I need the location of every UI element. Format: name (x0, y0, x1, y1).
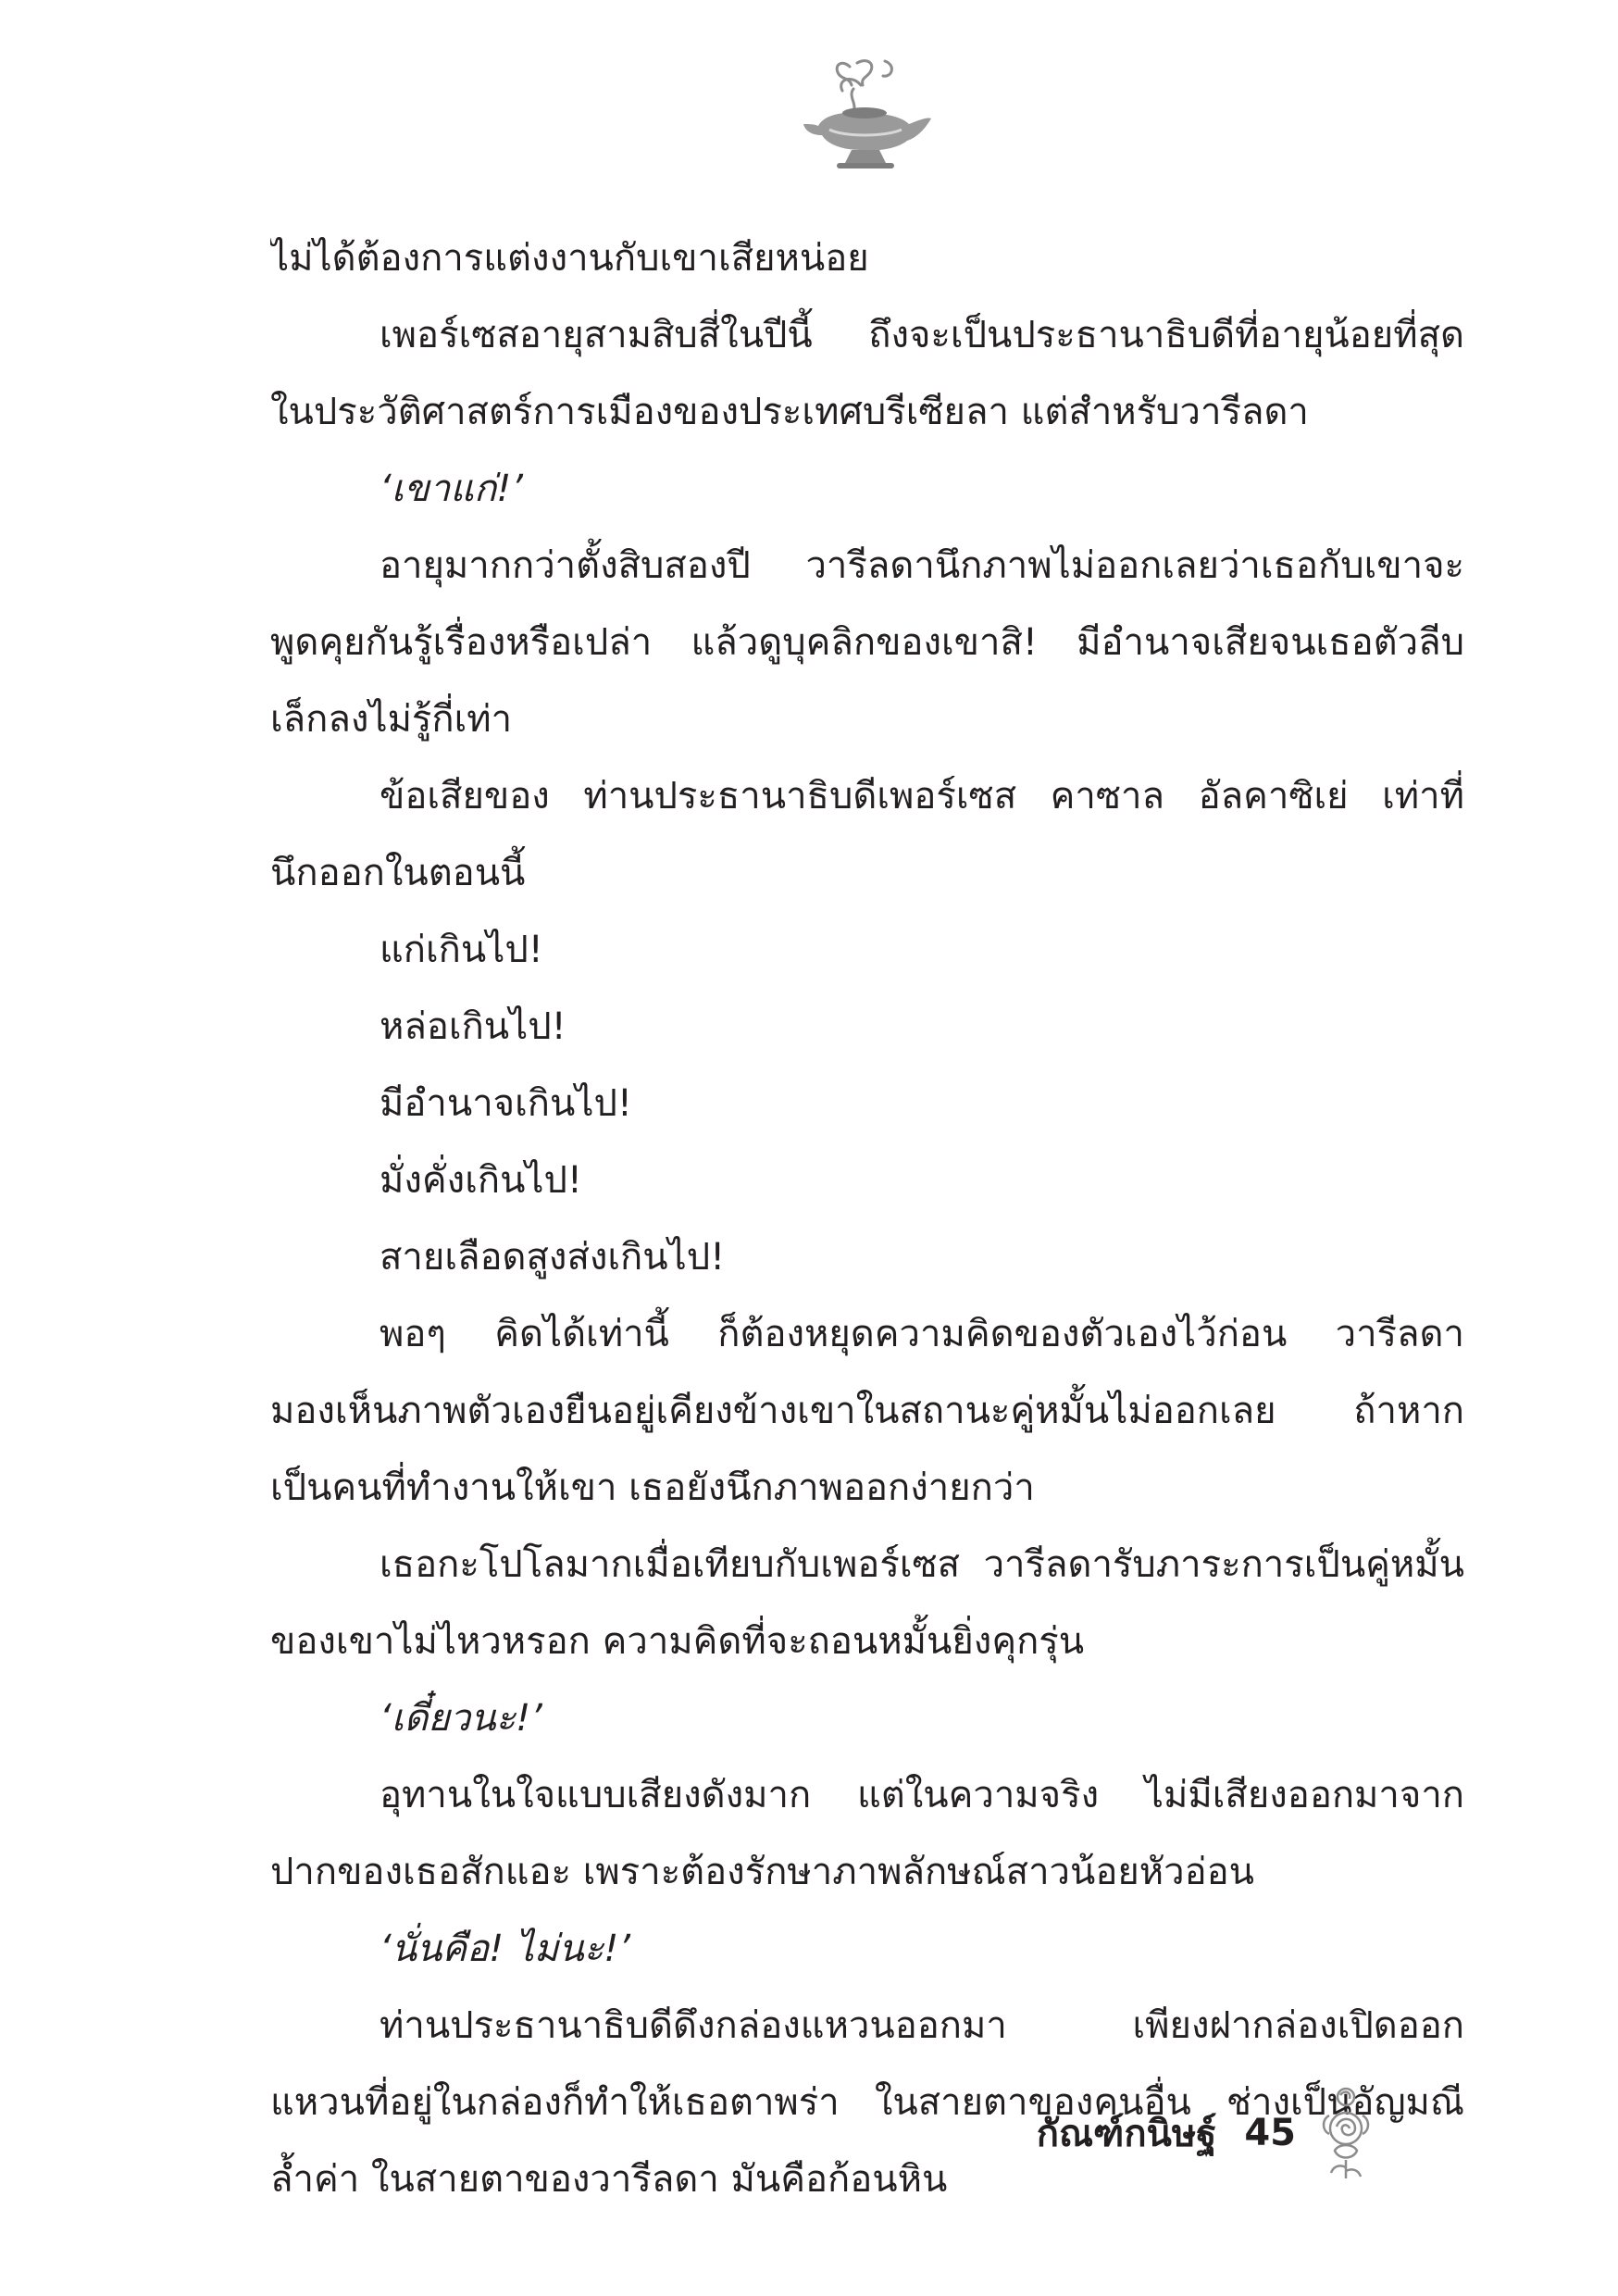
text-line: แก่เกินไป! (380, 929, 543, 971)
text-line: ‘เดี๋ยวนะ!’ (380, 1697, 542, 1740)
text-line: ‘เขาแก่!’ (380, 468, 523, 510)
body-text (270, 220, 1464, 2218)
text-line: มีอำนาจเกินไป! (380, 1082, 632, 1125)
text-line: ไม่ได้ต้องการแต่งงานกับเขาเสียหน่อย (270, 237, 869, 280)
page-number: 45 (1244, 2112, 1296, 2154)
rose-ornament-icon (1316, 2082, 1375, 2184)
text-line: ล้ำค่า ในสายตาของวารีลดา มันคือก้อนหิน (270, 2158, 948, 2201)
text-line: มองเห็นภาพตัวเองยืนอยู่เคียงข้างเขาในสถานะคู่หมั้นไม่ออกเลย ถ้าหาก (270, 1390, 1464, 1432)
text-line: พูดคุยกันรู้เรื่องหรือเปล่า แล้วดูบุคลิกของเขาสิ! มีอำนาจเสียจนเธอตัวลีบ (270, 621, 1464, 664)
text-line: ‘นั่นคือ! ไม่นะ!’ (380, 1928, 630, 1970)
text-line: สายเลือดสูงส่งเกินไป! (380, 1236, 726, 1279)
text-line: เพอร์เซสอายุสามสิบสี่ในปีนี้ ถึงจะเป็นประธานาธิบดีที่อายุน้อยที่สุด (380, 314, 1464, 356)
genie-lamp-icon (796, 57, 935, 170)
text-line: หล่อเกินไป! (380, 1005, 566, 1048)
text-line: ข้อเสียของ ท่านประธานาธิบดีเพอร์เซส คาซาล อัลคาซิเย่ เท่าที่ (380, 775, 1464, 817)
text-line: เป็นคนที่ทำงานให้เขา เธอยังนึกภาพออกง่ายกว่า (270, 1466, 1035, 1509)
text-line: นึกออกในตอนนี้ (270, 852, 526, 894)
text-line: แหวนที่อยู่ในกล่องก็ทำให้เธอตาพร่า ในสายตาของคนอื่น ช่างเป็นอัญมณี (270, 2081, 1464, 2124)
text-line: เล็กลงไม่รู้กี่เท่า (270, 698, 513, 741)
text-line: มั่งคั่งเกินไป! (380, 1159, 582, 1202)
text-line: ท่านประธานาธิบดีดึงกล่องแหวนออกมา เพียงฝากล่องเปิดออก (380, 2004, 1464, 2047)
text-line: ปากของเธอสักแอะ เพราะต้องรักษาภาพลักษณ์สาวน้อยหัวอ่อน (270, 1851, 1255, 1893)
text-line: ของเขาไม่ไหวหรอก ความคิดที่จะถอนหมั้นยิ่งคุกรุ่น (270, 1620, 1085, 1663)
running-title: กัณฑ์กนิษฐ์ (1036, 2113, 1217, 2155)
text-line: ในประวัติศาสตร์การเมืองของประเทศบรีเซียลา แต่สำหรับวารีลดา (270, 391, 1309, 433)
text-line: อุทานในใจแบบเสียงดังมาก แต่ในความจริง ไม่มีเสียงออกมาจาก (380, 1774, 1464, 1816)
text-line: พอๆ คิดได้เท่านี้ ก็ต้องหยุดความคิดของตัวเองไว้ก่อน วารีลดา (380, 1313, 1464, 1355)
text-line: เธอกะโปโลมากเมื่อเทียบกับเพอร์เซส วารีลดารับภาระการเป็นคู่หมั้น (380, 1543, 1464, 1586)
text-line: อายุมากกว่าตั้งสิบสองปี วารีลดานึกภาพไม่ออกเลยว่าเธอกับเขาจะ (380, 544, 1464, 587)
page-footer (1037, 2087, 1375, 2179)
